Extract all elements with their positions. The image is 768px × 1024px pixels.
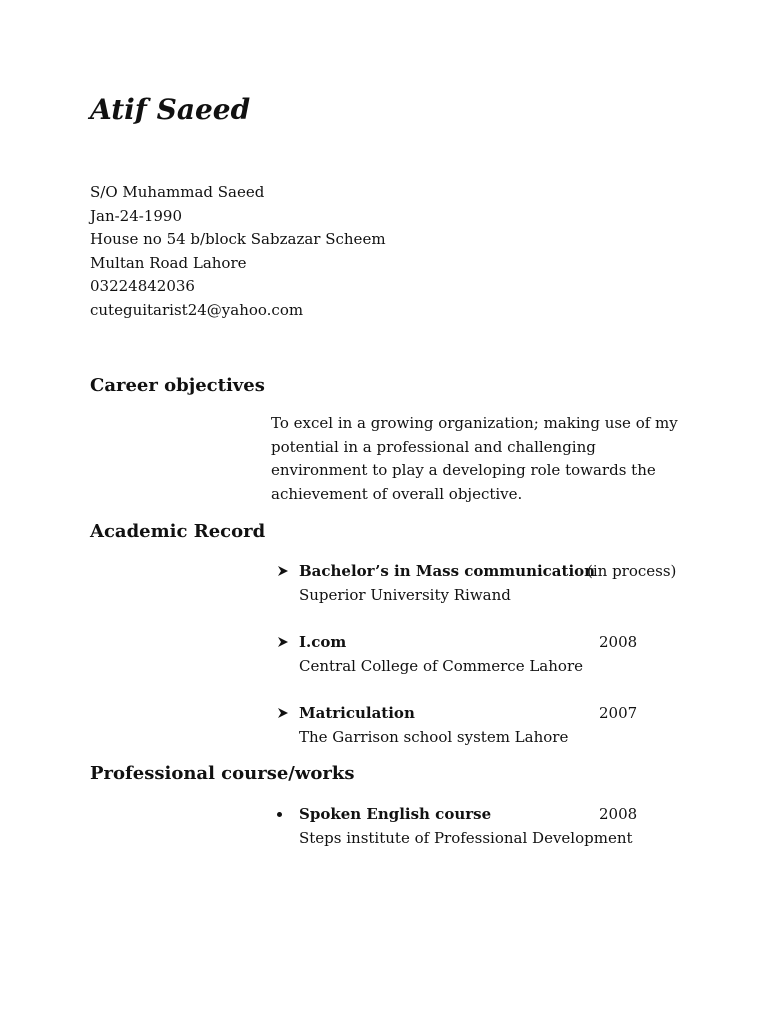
degree-status: (in process) <box>587 562 677 580</box>
professional-entry <box>277 802 717 850</box>
degree-title: I.com <box>299 633 347 651</box>
degree-year: 2007 <box>599 704 638 722</box>
email-address: cuteguitarist24@yahoo.com <box>90 300 304 319</box>
arrowhead-bullet-icon <box>277 559 291 591</box>
objective-line: potential in a professional and challenging <box>271 437 596 456</box>
institution-name: Superior University Riwand <box>299 586 511 604</box>
course-year: 2008 <box>599 805 638 823</box>
degree-title: Matriculation <box>299 704 415 722</box>
objective-line: To excel in a growing organization; making use of my <box>271 414 678 432</box>
objective-line: achievement of overall objective. <box>271 484 523 503</box>
arrowhead-bullet-icon <box>277 701 291 733</box>
degree-year: 2008 <box>599 633 638 651</box>
institution-name: Central College of Commerce Lahore <box>299 657 583 675</box>
career-objectives-heading: Career objectives <box>90 375 265 396</box>
candidate-name: Atif Saeed <box>90 93 251 126</box>
arrowhead-bullet-icon <box>277 630 291 662</box>
professional-course-heading: Professional course/works <box>90 763 355 784</box>
academic-entry <box>277 701 717 749</box>
address-line-1: House no 54 b/block Sabzazar Scheem <box>90 230 386 249</box>
date-of-birth: Jan-24-1990 <box>90 206 183 225</box>
contact-block <box>90 181 386 323</box>
career-objective-text <box>271 412 711 506</box>
address-line-2: Multan Road Lahore <box>90 253 247 272</box>
academic-entry <box>277 559 717 607</box>
course-title: Spoken English course <box>299 805 492 823</box>
academic-record-heading: Academic Record <box>90 521 266 542</box>
degree-title: Bachelor’s in Mass communication <box>299 562 596 580</box>
institution-name: The Garrison school system Lahore <box>299 728 569 746</box>
academic-entry <box>277 630 717 678</box>
objective-line: environment to play a developing role towards the <box>271 461 656 480</box>
parent-name: S/O Muhammad Saeed <box>90 183 265 201</box>
phone-number: 03224842036 <box>90 277 195 296</box>
institution-name: Steps institute of Professional Development <box>299 829 633 847</box>
